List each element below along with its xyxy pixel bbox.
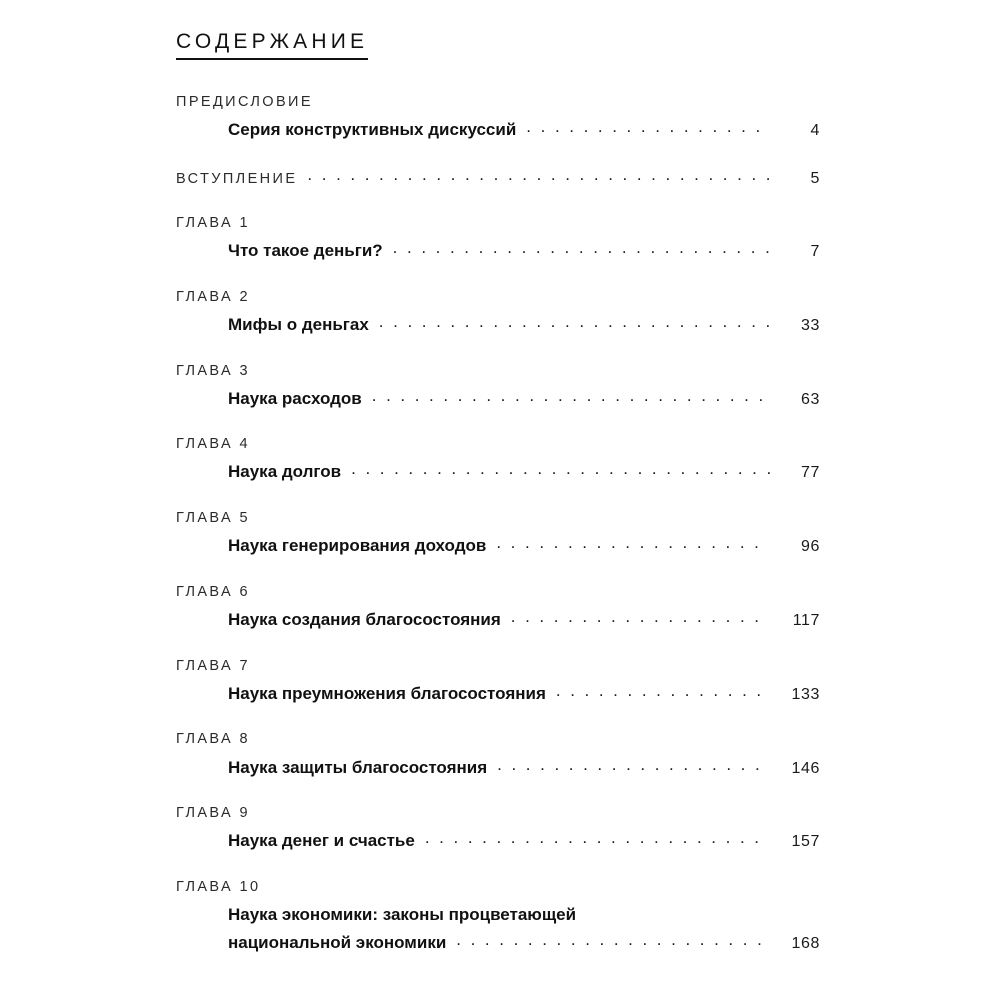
toc-entry-page-number: 157 (791, 833, 820, 851)
toc-entry-title-line-2: национальной экономики (228, 932, 447, 952)
dot-leader (556, 683, 770, 699)
toc-entry-title: Серия конструктивных дискуссий (228, 120, 517, 140)
toc-entry[interactable] (176, 362, 820, 412)
toc-entry-title: Наука долгов (228, 462, 342, 482)
toc-entry-row[interactable] (176, 682, 820, 707)
toc-entry-page-number: 96 (801, 538, 820, 556)
toc-entry-title: Наука расходов (228, 388, 362, 408)
toc-entry-page-number: 146 (791, 759, 820, 777)
toc-entry[interactable] (176, 878, 820, 955)
dot-leader (372, 388, 770, 404)
dot-leader (526, 119, 770, 135)
toc-entry-label: ГЛАВА 6 (176, 583, 250, 600)
toc-entry-title-line-1: Наука экономики: законы процветающей (228, 905, 577, 925)
toc-entry-label: ГЛАВА 4 (176, 436, 250, 453)
toc-entry-title: Наука защиты благосостояния (228, 757, 488, 777)
toc-entry-title: Наука генерирования доходов (228, 536, 487, 556)
toc-entry-page-number: 7 (810, 243, 820, 261)
toc-entry-title: Наука преумножения благосостояния (228, 683, 546, 703)
toc-entry[interactable] (176, 583, 820, 633)
toc-entry-label: ГЛАВА 3 (176, 362, 250, 379)
toc-entry-label: ГЛАВА 2 (176, 288, 250, 305)
dot-leader (351, 461, 770, 477)
toc-entry-list (176, 93, 820, 955)
dot-leader (307, 167, 770, 183)
toc-entry-title: Наука денег и счастье (228, 831, 415, 851)
toc-entry-label: ПРЕДИСЛОВИЕ (176, 94, 313, 111)
toc-entry-row[interactable] (176, 460, 820, 485)
toc-entry[interactable] (176, 288, 820, 338)
toc-entry-page-number: 168 (791, 934, 820, 952)
toc-entry-page-number: 33 (801, 316, 820, 334)
toc-entry[interactable] (176, 93, 820, 143)
toc-entry-row[interactable] (176, 118, 820, 143)
toc-entry[interactable] (176, 509, 820, 559)
toc-entry-page-number: 77 (801, 464, 820, 482)
dot-leader (511, 609, 770, 625)
toc-entry-row[interactable] (176, 534, 820, 559)
dot-leader (496, 535, 770, 551)
toc-entry[interactable] (176, 804, 820, 854)
dot-leader (379, 314, 770, 330)
toc-entry-title: Мифы о деньгах (228, 314, 369, 334)
toc-entry-label: ГЛАВА 8 (176, 731, 250, 748)
dot-leader (497, 757, 770, 773)
dot-leader (425, 830, 770, 846)
toc-entry-title: ВСТУПЛЕНИЕ (176, 170, 298, 187)
toc-entry-row[interactable] (176, 608, 820, 633)
toc-entry[interactable] (176, 167, 820, 190)
toc-entry-page-number: 4 (810, 122, 820, 140)
toc-entry-title: Что такое деньги? (228, 241, 383, 261)
toc-entry[interactable] (176, 657, 820, 707)
toc-entry-row[interactable] (176, 387, 820, 412)
toc-entry-row[interactable] (176, 167, 820, 190)
toc-entry-page-number: 133 (791, 685, 820, 703)
toc-entry[interactable] (176, 435, 820, 485)
page-title-container (176, 0, 820, 60)
toc-entry-page-number: 117 (792, 612, 820, 629)
toc-entry[interactable] (176, 214, 820, 264)
toc-entry-label: ГЛАВА 5 (176, 510, 250, 527)
toc-entry-title: Наука создания благосостояния (228, 610, 501, 629)
toc-entry-label: ГЛАВА 7 (176, 657, 250, 674)
toc-entry-label: ГЛАВА 9 (176, 805, 250, 822)
toc-entry-label: ГЛАВА 1 (176, 215, 250, 232)
toc-entry-row[interactable] (176, 829, 820, 854)
toc-entry-label: ГЛАВА 10 (176, 878, 261, 895)
dot-leader (456, 932, 770, 948)
toc-entry-row[interactable] (176, 756, 820, 781)
toc-entry[interactable] (176, 730, 820, 780)
dot-leader (393, 240, 770, 256)
table-of-contents-page (176, 0, 820, 955)
toc-entry-row[interactable] (176, 313, 820, 338)
page-title: СОДЕРЖАНИЕ (176, 30, 368, 60)
toc-entry-row[interactable] (176, 239, 820, 264)
toc-entry-page-number: 63 (801, 390, 820, 408)
toc-entry-page-number: 5 (810, 169, 820, 187)
toc-entry-row[interactable] (176, 931, 820, 956)
